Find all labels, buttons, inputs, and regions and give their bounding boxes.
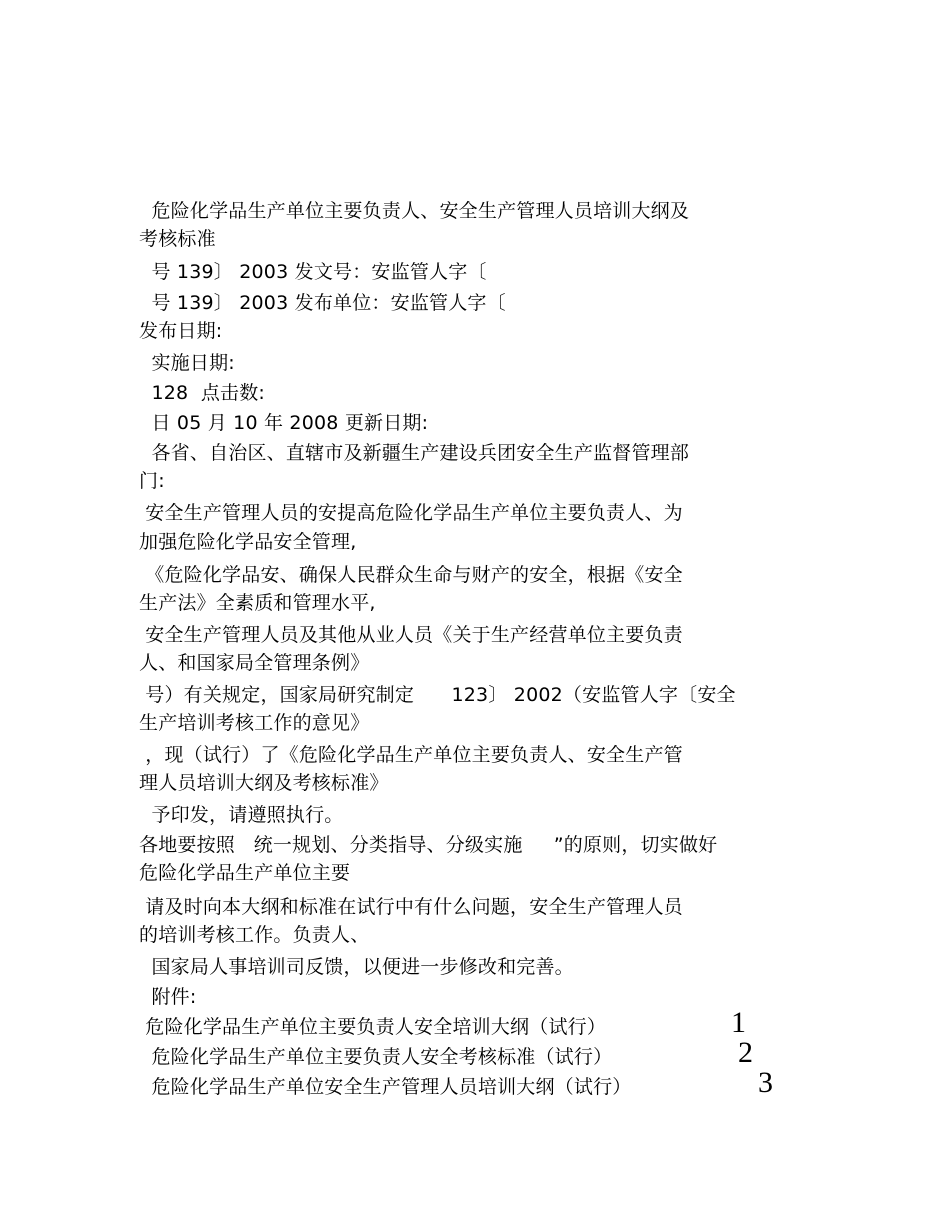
- attachment-item-2: 危险化学品生产单位主要负责人安全考核标准（试行）: [139, 1046, 613, 1068]
- doc-body-line: 生产法》全素质和管理水平,: [139, 592, 376, 614]
- doc-body-line: 国家局人事培训司反馈，以便进一步修改和完善。: [139, 956, 574, 978]
- doc-publish-date: 发布日期:: [139, 320, 223, 342]
- doc-body-line: 请及时向本大纲和标准在试行中有什么问题，安全生产管理人员: [139, 896, 683, 918]
- doc-body-line: ，现（试行）了《危险化学品生产单位主要负责人、安全生产管: [139, 744, 683, 766]
- attachment-number-3: 3: [758, 1066, 773, 1099]
- attachment-item-1: 危险化学品生产单位主要负责人安全培训大纲（试行）: [139, 1016, 607, 1038]
- doc-attachments-label: 附件:: [139, 986, 197, 1008]
- doc-body-line: 各地要按照 统一规划、分类指导、分级实施 ”的原则，切实做好: [139, 834, 718, 856]
- doc-body-line: 门:: [139, 470, 165, 492]
- doc-effective-date: 实施日期:: [139, 352, 235, 374]
- doc-issuer: 号 139〕 2003 发布单位：安监管人字〔: [139, 292, 506, 314]
- doc-body-line: 人、和国家局全管理条例》: [139, 652, 370, 674]
- doc-issue-number: 号 139〕 2003 发文号：安监管人字〔: [139, 261, 487, 283]
- doc-body-line: 各省、自治区、直辖市及新疆生产建设兵团安全生产监督管理部: [139, 442, 690, 464]
- attachment-number-2: 2: [738, 1036, 753, 1069]
- doc-body-line: 安全生产管理人员及其他从业人员《关于生产经营单位主要负责: [139, 624, 683, 646]
- attachment-item-3: 危险化学品生产单位安全生产管理人员培训大纲（试行）: [139, 1076, 632, 1098]
- doc-click-count: 128 点击数:: [139, 382, 266, 404]
- doc-body-line: 的培训考核工作。负责人、: [139, 924, 370, 946]
- doc-title-line-1: 危险化学品生产单位主要负责人、安全生产管理人员培训大纲及: [139, 200, 690, 222]
- doc-body-line: 加强危险化学品安全管理,: [139, 531, 357, 553]
- doc-body-line: 号）有关规定，国家局研究制定 123〕 2002（安监管人字〔安全: [139, 684, 736, 706]
- attachment-number-1: 1: [731, 1006, 746, 1039]
- doc-body-line: 理人员培训大纲及考核标准》: [139, 772, 389, 794]
- doc-body-line: 生产培训考核工作的意见》: [139, 712, 370, 734]
- doc-update-date: 日 05 月 10 年 2008 更新日期:: [139, 412, 429, 434]
- doc-body-line: 安全生产管理人员的安提高危险化学品生产单位主要负责人、为: [139, 502, 683, 524]
- doc-body-line: 予印发，请遵照执行。: [139, 804, 344, 826]
- doc-title-line-2: 考核标准: [139, 228, 216, 250]
- doc-body-line: 危险化学品生产单位主要: [139, 862, 351, 884]
- doc-body-line: 《危险化学品安、确保人民群众生命与财产的安全，根据《安全: [139, 564, 683, 586]
